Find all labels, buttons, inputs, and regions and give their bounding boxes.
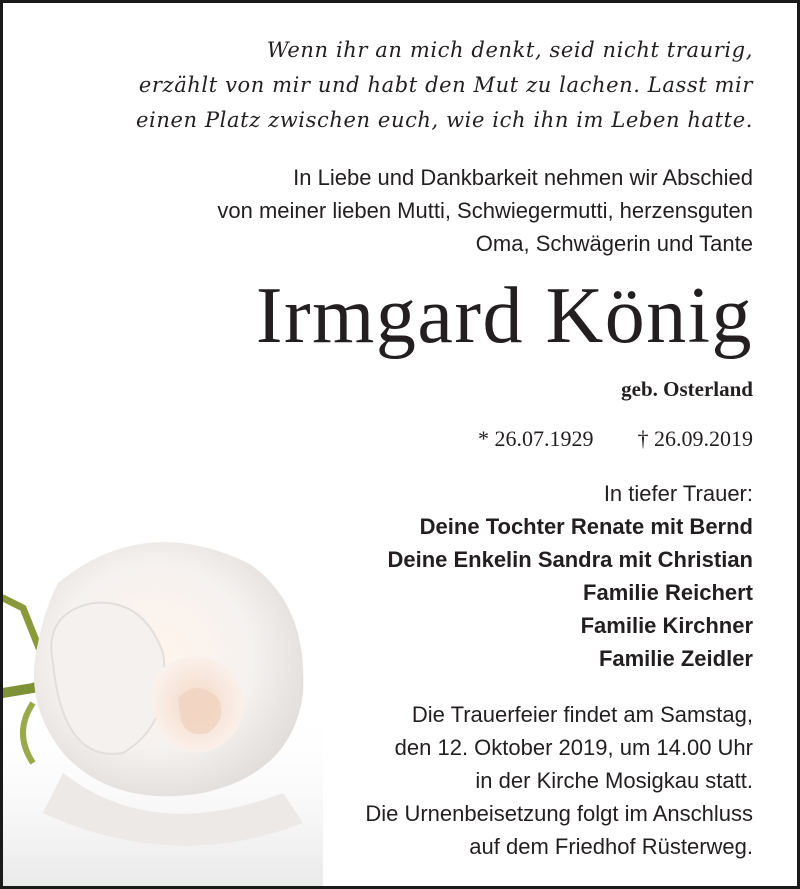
service-line: auf dem Friedhof Rüsterweg. [469, 834, 753, 859]
mourner-name: Familie Zeidler [598, 646, 753, 671]
mourners-heading: In tiefer Trauer: [603, 481, 753, 506]
poem-line: Wenn ihr an mich denkt, seid nicht traurig, [266, 38, 753, 62]
intro-line: von meiner lieben Mutti, Schwiegermutti, herzensguten [217, 198, 753, 223]
life-dates [253, 425, 753, 453]
farewell-intro [53, 161, 753, 260]
birth-name: geb. Osterland [621, 377, 753, 401]
birth-date: * 26.07.1929 [478, 426, 594, 451]
mourner-name: Familie Reichert [583, 580, 753, 605]
death-date: † 26.09.2019 [637, 426, 753, 451]
deceased-name: Irmgard König [255, 272, 753, 360]
funeral-service-info [193, 698, 753, 863]
intro-line: In Liebe und Dankbarkeit nehmen wir Abschied [293, 165, 753, 190]
mourner-name: Familie Kirchner [580, 613, 753, 638]
service-line: den 12. Oktober 2019, um 14.00 Uhr [394, 735, 753, 760]
mourner-name: Deine Tochter Renate mit Bernd [419, 514, 753, 539]
poem-line: einen Platz zwischen euch, wie ich ihn im Leben hatte. [136, 108, 753, 132]
service-line: Die Trauerfeier findet am Samstag, [411, 702, 753, 727]
mourner-name: Deine Enkelin Sandra mit Christian [387, 547, 753, 572]
mourners-list [193, 477, 753, 675]
service-line: Die Urnenbeisetzung folgt im Anschluss [365, 801, 753, 826]
service-line: in der Kirche Mosigkau statt. [475, 768, 753, 793]
intro-line: Oma, Schwägerin und Tante [475, 231, 753, 256]
poem-quote [33, 33, 753, 138]
poem-line: erzählt von mir und habt den Mut zu lachen. Lasst mir [138, 73, 753, 97]
